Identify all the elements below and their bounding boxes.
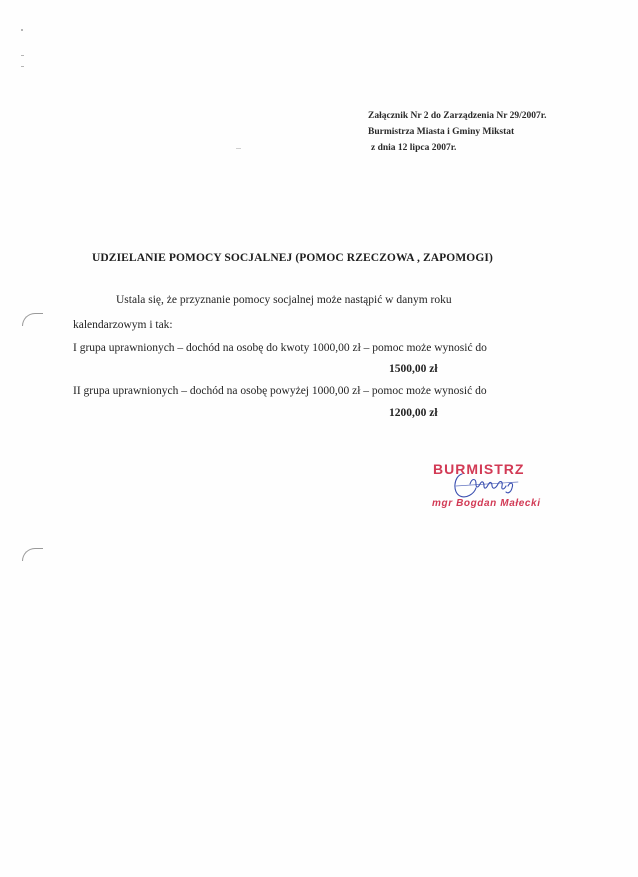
issue-date: z dnia 12 lipca 2007r. xyxy=(371,143,457,153)
intro-paragraph-line-2: kalendarzowym i tak: xyxy=(73,319,173,331)
stamp-title: BURMISTRZ xyxy=(433,461,525,477)
stamp-name: mgr Bogdan Małecki xyxy=(432,498,541,509)
group-1-rule: I grupa uprawnionych – dochód na osobę do kwoty 1000,00 zł – pomoc może wynosić do xyxy=(73,342,487,354)
scan-speck xyxy=(21,29,23,31)
scan-speck xyxy=(236,148,241,149)
attachment-reference: Załącznik Nr 2 do Zarządzenia Nr 29/2007r. xyxy=(368,111,547,121)
group-2-rule: II grupa uprawnionych – dochód na osobę powyżej 1000,00 zł – pomoc może wynosić do xyxy=(73,385,487,397)
scan-speck xyxy=(21,66,24,67)
group-1-amount: 1500,00 zł xyxy=(389,363,438,375)
punch-hole-mark xyxy=(22,548,43,561)
punch-hole-mark xyxy=(22,313,43,326)
attachment-header xyxy=(368,108,598,156)
document-title: UDZIELANIE POMOCY SOCJALNEJ (POMOC RZECZOWA , ZAPOMOGI) xyxy=(92,252,493,264)
group-2-amount: 1200,00 zł xyxy=(389,407,438,419)
handwritten-signature xyxy=(448,466,528,502)
scan-speck xyxy=(21,55,24,56)
intro-paragraph-line-1: Ustala się, że przyznanie pomocy socjalnej może nastąpić w danym roku xyxy=(116,294,452,306)
issuer: Burmistrza Miasta i Gminy Mikstat xyxy=(368,127,515,137)
